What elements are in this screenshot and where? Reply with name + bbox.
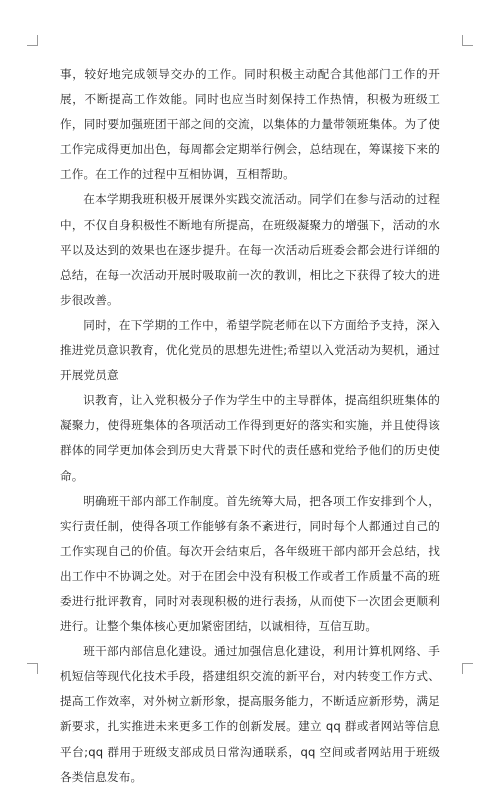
paragraph-4: 识教育，让入党积极分子作为学生中的主导群体，提高组织班集体的凝聚力，使得班集体的各项活动工作得到更好的落实和实施，并且使得该群体的同学更加体会到历史大背景下时代的责任感和党给予他们的历史使命。	[60, 393, 440, 483]
crop-mark-top-left	[27, 35, 38, 46]
document-body	[60, 62, 440, 790]
crop-mark-bottom-right	[462, 663, 473, 674]
paragraph-6: 班干部内部信息化建设。通过加强信息化建设，利用计算机网络、手机短信等现代化技术手段，搭建组织交流的新平台，对内转变工作方式、提高工作效率，对外树立新形象，提高服务能力，不断适应新形势，满足新要求，扎实推进未来更多工作的创新发展。建立 qq 群或者网站等信息平台;qq 群用于班级支部成员日常沟通联系，qq 空间或者网站用于班级各类信息发布。	[60, 644, 440, 784]
paragraph-1: 事，较好地完成领导交办的工作。同时积极主动配合其他部门工作的开展，不断提高工作效能。同时也应当时刻保持工作热情，积极为班级工作，同时要加强班团干部之间的交流，以集体的力量带领班集体。为了使工作完成得更加出色，每周都会定期举行例会，总结现在，筹谋接下来的工作。在工作的过程中互相协调，互相帮助。	[60, 67, 440, 182]
paragraph-2: 在本学期我班积极开展课外实践交流活动。同学们在参与活动的过程中，不仅自身积极性不断地有所提高，在班级凝聚力的增强下，活动的水平以及达到的效果也在逐步提升。在每一次活动后班委会都会进行详细的总结，在每一次活动开展时吸取前一次的教训，相比之下获得了较大的进步很改善。	[60, 192, 440, 307]
paragraph-5: 明确班干部内部工作制度。首先统筹大局，把各项工作安排到个人，实行责任制，使得各项工作能够有条不紊进行，同时每个人都通过自己的工作实现自己的价值。每次开会结束后，各年级班干部内部开会总结，找出工作中不协调之处。对于在团会中没有积极工作或者工作质量不高的班委进行批评教育，同时对表现积极的进行表扬，从而使下一次团会更顺利进行。让整个集体核心更加紧密团结，以诚相待，互信互助。	[60, 493, 440, 634]
crop-mark-bottom-left	[27, 663, 38, 674]
paragraph-3: 同时，在下学期的工作中，希望学院老师在以下方面给予支持，深入推进党员意识教育，优化党员的思想先进性;希望以入党活动为契机，通过开展党员意	[60, 317, 440, 383]
crop-mark-top-right	[462, 35, 473, 46]
